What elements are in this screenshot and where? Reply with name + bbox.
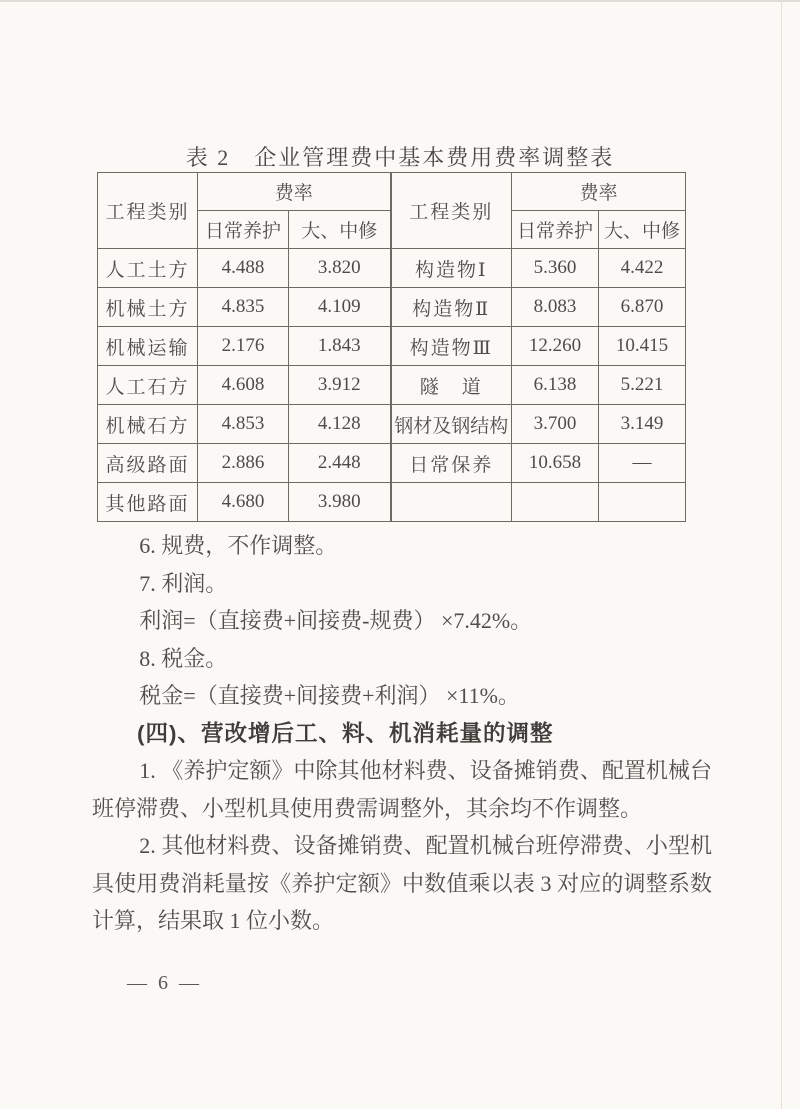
cell-category: 人工土方 [98,249,198,288]
cell-value: 6.138 [512,366,599,405]
table-row [98,483,686,522]
header-category-right: 工程类别 [391,173,512,249]
cell-category: 机械运输 [98,327,198,366]
paragraph-1: 1. 《养护定额》中除其他材料费、设备摊销费、配置机械台班停滞费、小型机具使用费需调整外，其余均不作调整。 [92,758,712,821]
cell-value: 4.488 [198,249,289,288]
cell-value: 3.912 [289,366,391,405]
tax-formula: 税金=（直接费+间接费+利润） ×11%。 [139,683,520,708]
list-item-8: 8. 税金。 [139,645,228,671]
cell-category: 人工石方 [98,366,198,405]
header-major-left: 大、中修 [289,211,391,249]
table-title: 表 2 企业管理费中基本费用费率调整表 [185,145,615,170]
cell-category: 构造物Ⅱ [391,288,512,327]
cell-category: 其他路面 [98,483,198,522]
profit-formula: 利润=（直接费+间接费-规费） ×7.42%。 [139,608,533,633]
header-rate-right: 费率 [512,173,686,211]
list-item-7: 7. 利润。 [139,570,228,596]
cell-value: 3.820 [289,249,391,288]
cell-value: 5.360 [512,249,599,288]
cell-value: 4.853 [198,405,289,444]
cell-value: 10.415 [599,327,686,366]
cell-value [599,483,686,522]
body-text [92,527,712,940]
cell-value: 4.109 [289,288,391,327]
table-row [98,444,686,483]
cell-value: 4.680 [198,483,289,522]
table-row [98,405,686,444]
table-row [98,288,686,327]
cell-value: 2.448 [289,444,391,483]
cell-value: 8.083 [512,288,599,327]
cell-value: 6.870 [599,288,686,327]
cell-category: 隧 道 [391,366,512,405]
cell-value: 3.700 [512,405,599,444]
scan-edge-top [0,0,800,2]
cell-category: 机械石方 [98,405,198,444]
cell-value: 4.422 [599,249,686,288]
cell-value: 1.843 [289,327,391,366]
header-daily-left: 日常养护 [198,211,289,249]
header-major-right: 大、中修 [599,211,686,249]
cell-value: 3.149 [599,405,686,444]
cell-value: 5.221 [599,366,686,405]
cell-value: 2.176 [198,327,289,366]
cell-value: 3.980 [289,483,391,522]
table-row [98,249,686,288]
header-rate-left: 费率 [198,173,391,211]
cell-value: 10.658 [512,444,599,483]
cell-category: 构造物Ⅲ [391,327,512,366]
cell-value: 4.608 [198,366,289,405]
cell-category: 钢材及钢结构 [391,405,512,444]
cell-category [391,483,512,522]
cell-value: 4.128 [289,405,391,444]
paragraph-2: 2. 其他材料费、设备摊销费、配置机械台班停滞费、小型机具使用费消耗量按《养护定额》中数值乘以表 3 对应的调整系数计算，结果取 1 位小数。 [92,833,712,933]
rate-adjustment-table [97,172,686,522]
table-row [98,327,686,366]
cell-category: 高级路面 [98,444,198,483]
cell-value: 2.886 [198,444,289,483]
page-number: — 6 — [127,972,202,994]
header-category-left: 工程类别 [98,173,198,249]
cell-value: 4.835 [198,288,289,327]
cell-value: — [599,444,686,483]
cell-category: 日常保养 [391,444,512,483]
cell-value [512,483,599,522]
section-heading: (四)、营改增后工、料、机消耗量的调整 [137,720,554,746]
header-daily-right: 日常养护 [512,211,599,249]
cell-category: 机械土方 [98,288,198,327]
cell-value: 12.260 [512,327,599,366]
list-item-6: 6. 规费，不作调整。 [139,533,338,558]
table-row [98,366,686,405]
cell-category: 构造物Ⅰ [391,249,512,288]
